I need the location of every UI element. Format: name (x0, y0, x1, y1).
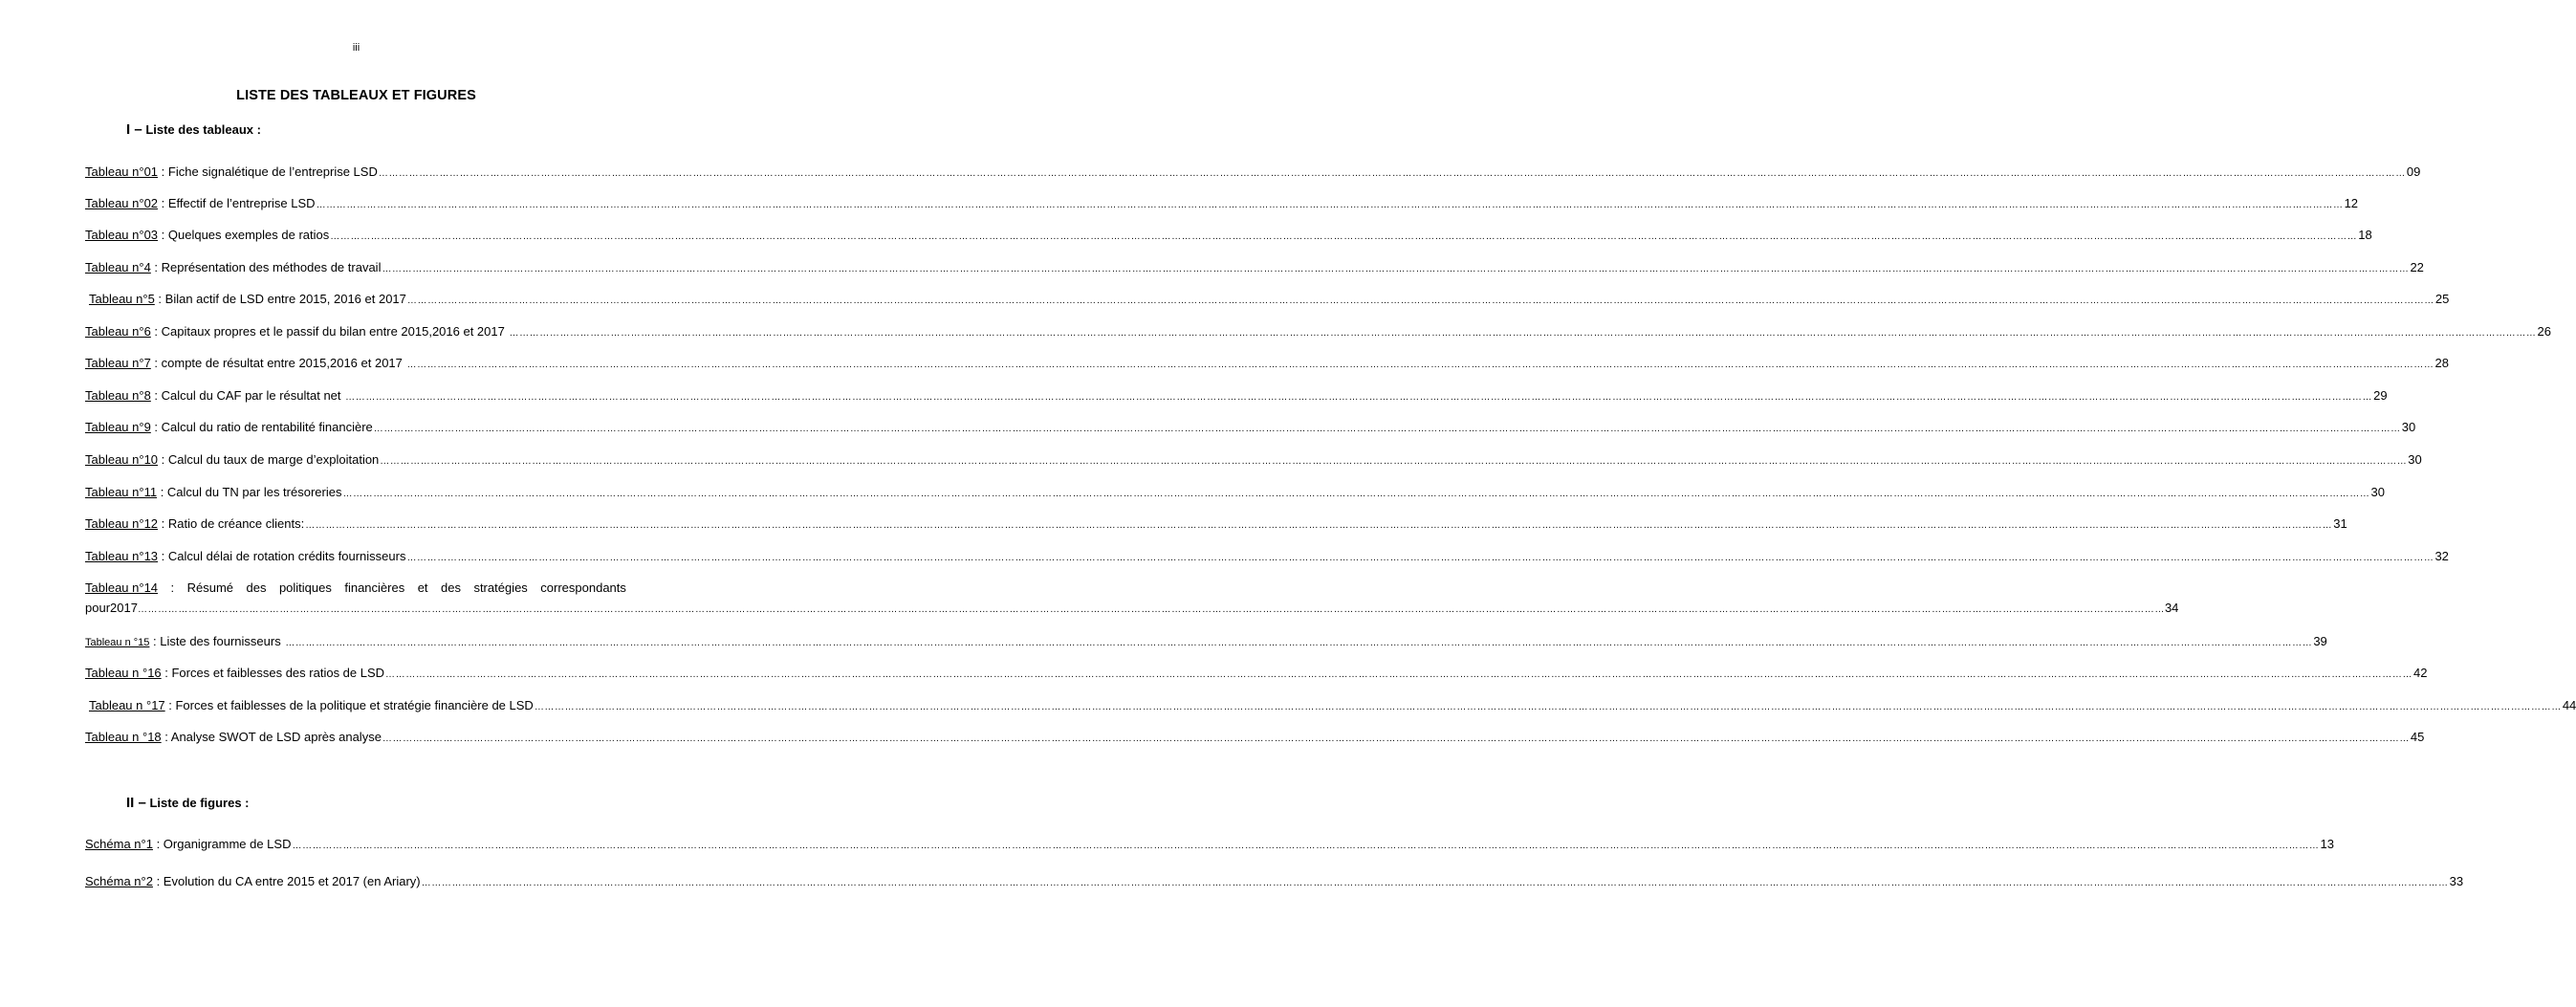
entry-ref[interactable]: Tableau n °17 (89, 698, 165, 712)
entry-ref[interactable]: Tableau n°4 (85, 260, 151, 274)
entry-ref[interactable]: Schéma n°2 (85, 874, 153, 888)
entry-desc: : Forces et faiblesses de la politique et stratégie financière de LSD (164, 698, 534, 712)
dot-leader: …………………………………………………………………………………………………………………………………………………………………………………………………………………………………………………………………………………………………………………………………………………………………………………………………………………………………………………………………………………………………………………………………………………… (385, 669, 2413, 680)
entry-ref[interactable]: Tableau n°14 (85, 580, 159, 595)
entry-desc: : Analyse SWOT de LSD après analyse (161, 730, 382, 744)
toc-entry-table-01[interactable] (85, 164, 2421, 182)
entry-ref[interactable]: Tableau n°8 (85, 388, 151, 403)
entry-ref[interactable]: Tableau n °18 (85, 730, 162, 744)
dot-leader: …………………………………………………………………………………………………………………………………………………………………………………………………………………………………………………………………………………………………………………………………………………………………………………………………………………………………………………………………………………………………………………………………………………… (382, 264, 2410, 274)
entry-word: stratégies (473, 580, 528, 595)
toc-entry-table-02[interactable] (85, 196, 2359, 213)
entry-word: des (441, 580, 461, 595)
entry-word: correspondants (540, 580, 626, 595)
toc-entry-figure-2[interactable] (85, 874, 2464, 891)
entry-desc: : Calcul du taux de marge d’exploitation (158, 452, 380, 467)
dot-leader: …………………………………………………………………………………………………………………………………………………………………………………………………………………………………………………………………………………………………………………………………………………………………………………………………………………………………………………………………………………………………………………………………………………… (421, 878, 2449, 888)
toc-entry-table-15[interactable] (85, 634, 2327, 651)
entry-word: politiques (278, 580, 332, 595)
toc-entry-figure-1[interactable] (85, 837, 2334, 854)
dot-leader: …………………………………………………………………………………………………………………………………………………………………………………………………………………………………………………………………………………………………………………………………………………………………………………………………………………………………………………………………………………………………………………………………………………… (330, 231, 2358, 242)
entry-page: 45 (2410, 730, 2425, 744)
entry-ref[interactable]: Tableau n °16 (85, 666, 162, 680)
toc-entry-table-03[interactable] (85, 228, 2372, 245)
entry-desc: : Calcul du CAF par le résultat net (150, 388, 345, 403)
dot-leader: …………………………………………………………………………………………………………………………………………………………………………………………………………………………………………………………………………………………………………………………………………………………………………………………………………………………………………………………………………………………………………………………………………………… (378, 168, 2406, 179)
toc-entry-table-09[interactable] (85, 420, 2416, 437)
entry-ref[interactable]: Tableau n°02 (85, 196, 159, 210)
dot-leader: …………………………………………………………………………………………………………………………………………………………………………………………………………………………………………………………………………………………………………………………………………………………………………………………………………………………………………………………………………………………………………………………………………………… (305, 520, 2333, 531)
entry-word: des (246, 580, 267, 595)
entry-page: 25 (2434, 292, 2450, 306)
entry-ref[interactable]: Tableau n °15 (85, 637, 150, 648)
entry-ref[interactable]: Tableau n°6 (85, 324, 151, 339)
entry-page: 32 (2434, 549, 2449, 563)
dot-leader: …………………………………………………………………………………………………………………………………………………………………………………………………………………………………………………………………………………………………………………………………………………………………………………………………………………………………………………………………………………………………………………………………………………… (534, 702, 2562, 712)
entry-desc: : Organigramme de LSD (152, 837, 292, 851)
entry-desc: : Liste des fournisseurs (149, 634, 285, 648)
entry-desc: : Représentation des méthodes de travail (150, 260, 382, 274)
entry-desc: : Calcul du ratio de rentabilité financière (150, 420, 373, 434)
section-heading-figures (126, 795, 250, 811)
entry-ref[interactable]: Tableau n°7 (85, 356, 151, 370)
dot-leader: …………………………………………………………………………………………………………………………………………………………………………………………………………………………………………………………………………………………………………………………………………………………………………………………………………………………………………………………………………………………………………………………………………………… (380, 456, 2408, 467)
entry-line-2 (85, 598, 2179, 620)
dot-leader: …………………………………………………………………………………………………………………………………………………………………………………………………………………………………………………………………………………………………………………………………………………………………………………………………………………………………………………………………………………………………………………………………………………… (382, 733, 2410, 744)
entry-desc: : Bilan actif de LSD entre 2015, 2016 et 2017 (154, 292, 406, 306)
entry-page: 30 (2401, 420, 2416, 434)
entry-word: : (170, 580, 175, 595)
entry-ref[interactable]: Tableau n°11 (85, 485, 158, 499)
dot-leader: …………………………………………………………………………………………………………………………………………………………………………………………………………………………………………………………………………………………………………………………………………………………………………………………………………………………………………………………………………………………………………………………………………………… (342, 489, 2370, 499)
entry-desc: : Forces et faiblesses des ratios de LSD (161, 666, 385, 680)
entry-desc: : Ratio de créance clients: (158, 516, 305, 531)
entry-page: 44 (2562, 698, 2576, 712)
entry-word: Résumé (186, 580, 234, 595)
entry-ref[interactable]: Tableau n°9 (85, 420, 151, 434)
entry-ref[interactable]: Tableau n°01 (85, 164, 159, 179)
entry-ref[interactable]: Schéma n°1 (85, 837, 153, 851)
page-number: iii (352, 42, 360, 54)
toc-entry-table-14[interactable] (85, 578, 2179, 620)
toc-entry-table-13[interactable] (85, 549, 2449, 566)
entry-word: et (417, 580, 428, 595)
entry-ref[interactable]: Tableau n°03 (85, 228, 159, 242)
entry-page: 30 (2370, 485, 2385, 499)
toc-entry-table-06[interactable] (85, 324, 2551, 341)
dot-leader: …………………………………………………………………………………………………………………………………………………………………………………………………………………………………………………………………………………………………………………………………………………………………………………………………………………………………………………………………………………………………………………………………………………… (509, 328, 2537, 339)
toc-entry-table-07[interactable] (85, 356, 2449, 373)
entry-page: 34 (2164, 601, 2179, 615)
toc-entry-table-10[interactable] (85, 452, 2422, 470)
dot-leader: …………………………………………………………………………………………………………………………………………………………………………………………………………………………………………………………………………………………………………………………………………………………………………………………………………………………………………………………………………………………………………………………………………………… (345, 392, 2373, 403)
dot-leader: …………………………………………………………………………………………………………………………………………………………………………………………………………………………………………………………………………………………………………………………………………………………………………………………………………………………………………………………………………………………………………………………………………………… (137, 604, 2165, 615)
entry-ref[interactable]: Tableau n°10 (85, 452, 159, 467)
entry-page: 13 (2320, 837, 2334, 851)
entry-page: 30 (2408, 452, 2422, 467)
entry-page: 22 (2410, 260, 2424, 274)
entry-page: 18 (2358, 228, 2372, 242)
entry-line-1 (85, 578, 626, 598)
dot-leader: …………………………………………………………………………………………………………………………………………………………………………………………………………………………………………………………………………………………………………………………………………………………………………………………………………………………………………………………………………………………………………………………………………………… (406, 296, 2434, 306)
entry-page: 29 (2373, 388, 2388, 403)
entry-desc-continued: pour2017 (85, 601, 138, 615)
entry-ref[interactable]: Tableau n°12 (85, 516, 159, 531)
dot-leader: …………………………………………………………………………………………………………………………………………………………………………………………………………………………………………………………………………………………………………………………………………………………………………………………………………………………………………………………………………………………………………………………………………………… (285, 638, 2313, 648)
entry-page: 28 (2434, 356, 2449, 370)
entry-desc: : compte de résultat entre 2015,2016 et 2017 (150, 356, 406, 370)
entry-desc: : Fiche signalétique de l’entreprise LSD (158, 164, 378, 179)
entry-ref[interactable]: Tableau n°5 (89, 292, 155, 306)
entry-page: 42 (2413, 666, 2428, 680)
entry-page: 33 (2449, 874, 2464, 888)
entry-page: 39 (2313, 634, 2327, 648)
entry-ref[interactable]: Tableau n°13 (85, 549, 159, 563)
entry-desc: : Calcul délai de rotation crédits fournisseurs (158, 549, 406, 563)
toc-entry-table-16[interactable] (85, 666, 2428, 683)
entry-page: 31 (2333, 516, 2347, 531)
toc-entry-table-05[interactable] (89, 292, 2450, 309)
document-title: LISTE DES TABLEAUX ET FIGURES (236, 88, 476, 103)
section-label: Liste des tableaux : (145, 122, 261, 137)
entry-desc: : Evolution du CA entre 2015 et 2017 (en Ariary) (152, 874, 421, 888)
section-label: Liste de figures : (149, 796, 250, 810)
dot-leader: …………………………………………………………………………………………………………………………………………………………………………………………………………………………………………………………………………………………………………………………………………………………………………………………………………………………………………………………………………………………………………………………………………………… (316, 200, 2344, 210)
entry-desc: : Quelques exemples de ratios (158, 228, 330, 242)
toc-entry-table-08[interactable] (85, 388, 2388, 405)
entry-desc: : Capitaux propres et le passif du bilan entre 2015,2016 et 2017 (150, 324, 509, 339)
toc-entry-table-12[interactable] (85, 516, 2347, 534)
dot-leader: …………………………………………………………………………………………………………………………………………………………………………………………………………………………………………………………………………………………………………………………………………………………………………………………………………………………………………………………………………………………………………………………………………………… (292, 841, 2320, 851)
section-roman-numeral: II – (126, 795, 146, 811)
toc-entry-table-18[interactable] (85, 730, 2425, 747)
toc-entry-table-04[interactable] (85, 260, 2424, 277)
entry-page: 09 (2406, 164, 2421, 179)
section-roman-numeral: I – (126, 121, 142, 138)
dot-leader: …………………………………………………………………………………………………………………………………………………………………………………………………………………………………………………………………………………………………………………………………………………………………………………………………………………………………………………………………………………………………………………………………………………… (406, 360, 2434, 370)
entry-word: financières (344, 580, 405, 595)
entry-desc: : Calcul du TN par les trésoreries (157, 485, 342, 499)
toc-entry-table-17[interactable] (89, 698, 2576, 715)
entry-desc: : Effectif de l’entreprise LSD (158, 196, 316, 210)
dot-leader: …………………………………………………………………………………………………………………………………………………………………………………………………………………………………………………………………………………………………………………………………………………………………………………………………………………………………………………………………………………………………………………………………………………… (406, 553, 2434, 563)
section-heading-tables (126, 121, 261, 138)
toc-entry-table-11[interactable] (85, 485, 2385, 502)
entry-page: 12 (2344, 196, 2359, 210)
dot-leader: …………………………………………………………………………………………………………………………………………………………………………………………………………………………………………………………………………………………………………………………………………………………………………………………………………………………………………………………………………………………………………………………………………………… (373, 424, 2401, 434)
entry-page: 26 (2537, 324, 2551, 339)
